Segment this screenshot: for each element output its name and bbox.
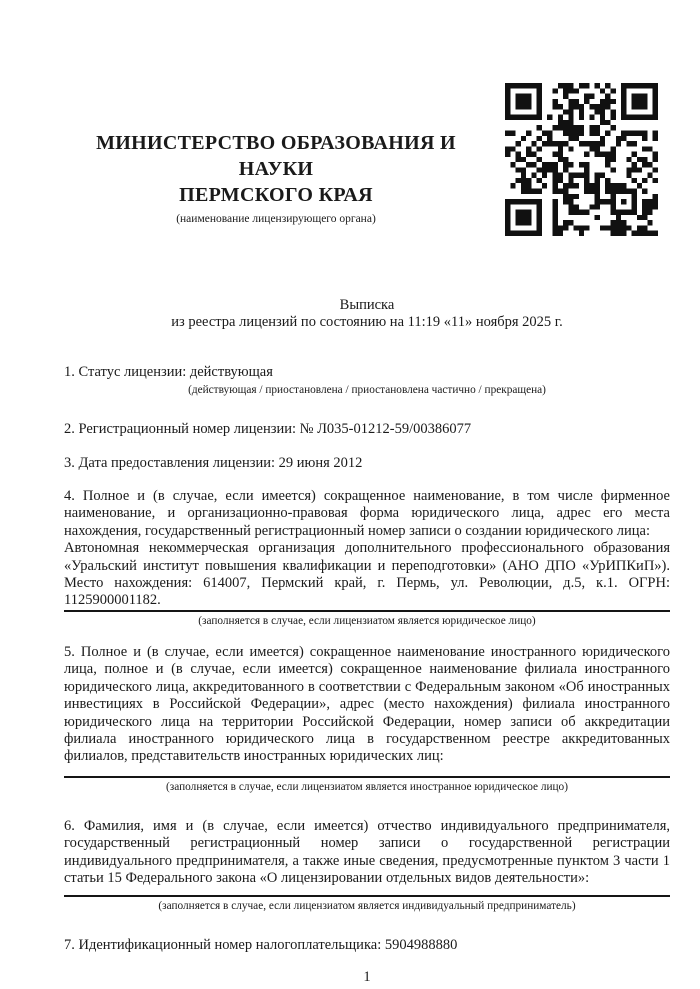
license-status-caption: (действующая / приостановлена / приостановлена частично / прекращена) [188, 384, 546, 397]
foreign-entity-value [64, 766, 670, 776]
ministry-name-line2: ПЕРМСКОГО КРАЯ [179, 184, 373, 206]
legal-entity-caption: (заполняется в случае, если лицензиатом является юридическое лицо) [198, 614, 536, 627]
taxpayer-id-text: 7. Идентификационный номер налогоплательщика: 5904988880 [64, 937, 458, 954]
ministry-name-line1: МИНИСТЕРСТВО ОБРАЗОВАНИЯ И НАУКИ [96, 132, 456, 180]
license-status-text: 1. Статус лицензии: действующая [64, 363, 273, 380]
document-title-line1: Выписка [339, 297, 395, 313]
license-date-text: 3. Дата предоставления лицензии: 29 июня 2012 [64, 454, 363, 471]
taxpayer-id-item [64, 937, 670, 954]
license-status-item [64, 364, 670, 397]
license-date-item [64, 455, 670, 472]
entrepreneur-item [64, 818, 670, 914]
foreign-entity-caption: (заполняется в случае, если лицензиатом является иностранное юридическое лицо) [166, 780, 568, 793]
fill-line [64, 776, 670, 778]
registration-number-text: 2. Регистрационный номер лицензии: № Л035-01212-59/00386077 [64, 421, 472, 438]
foreign-entity-item [64, 644, 670, 794]
document-title-line2: из реестра лицензий по состоянию на 11:19 «11» ноября 2025 г. [171, 314, 563, 331]
legal-entity-value: Автономная некоммерческая организация дополнительного профессионального образования «Уральский институт повышения квалификации и переподготовки» (АНО ДПО «УрИПКиП»). Место нахождения: 614007, Пермский край, г. Пермь, ул. Революции, д.5, к.1. ОГРН: 1125900001182. [64, 540, 670, 609]
registration-number-item [64, 421, 670, 438]
ministry-caption: (наименование лицензирующего органа) [176, 213, 376, 225]
fill-line [64, 610, 670, 612]
document-body [64, 0, 670, 986]
legal-entity-heading: 4. Полное и (в случае, если имеется) сокращенное наименование, в том числе фирменное наименование, и организационно-правовая форма юридического лица, адрес его места нахождения, государственный регистрационный номер записи о создании юридического лица: [64, 488, 670, 539]
entrepreneur-caption: (заполняется в случае, если лицензиатом является индивидуальный предприниматель) [158, 900, 576, 913]
fill-line [64, 895, 670, 897]
entrepreneur-value [64, 887, 670, 895]
document-title [64, 297, 670, 332]
page-number: 1 [363, 968, 371, 985]
legal-entity-item [64, 488, 670, 628]
entrepreneur-heading: 6. Фамилия, имя и (в случае, если имеется) отчество индивидуального предпринимателя, государственный регистрационный номер записи о государственной регистрации индивидуального предпринимателя, а также иные сведения, предусмотренные пунктом 3 части 1 статьи 15 Федерального закона «О лицензировании отдельных видов деятельности»: [64, 817, 670, 886]
foreign-entity-heading: 5. Полное и (в случае, если имеется) сокращенное наименование иностранного юридического лица, полное и (в случае, если имеется) сокращенное наименование филиала иностранного юридического лица, аккредитованного в соответствии с Федеральным законом «Об иностранных инвестициях в Российской Федерации», адрес (место нахождения) филиала иностранного юридического лица на территории Российской Федерации, номер записи об аккредитации филиала иностранного юридического лица в государственном реестре аккредитованных филиалов, представительств иностранных юридических лиц: [64, 643, 670, 765]
